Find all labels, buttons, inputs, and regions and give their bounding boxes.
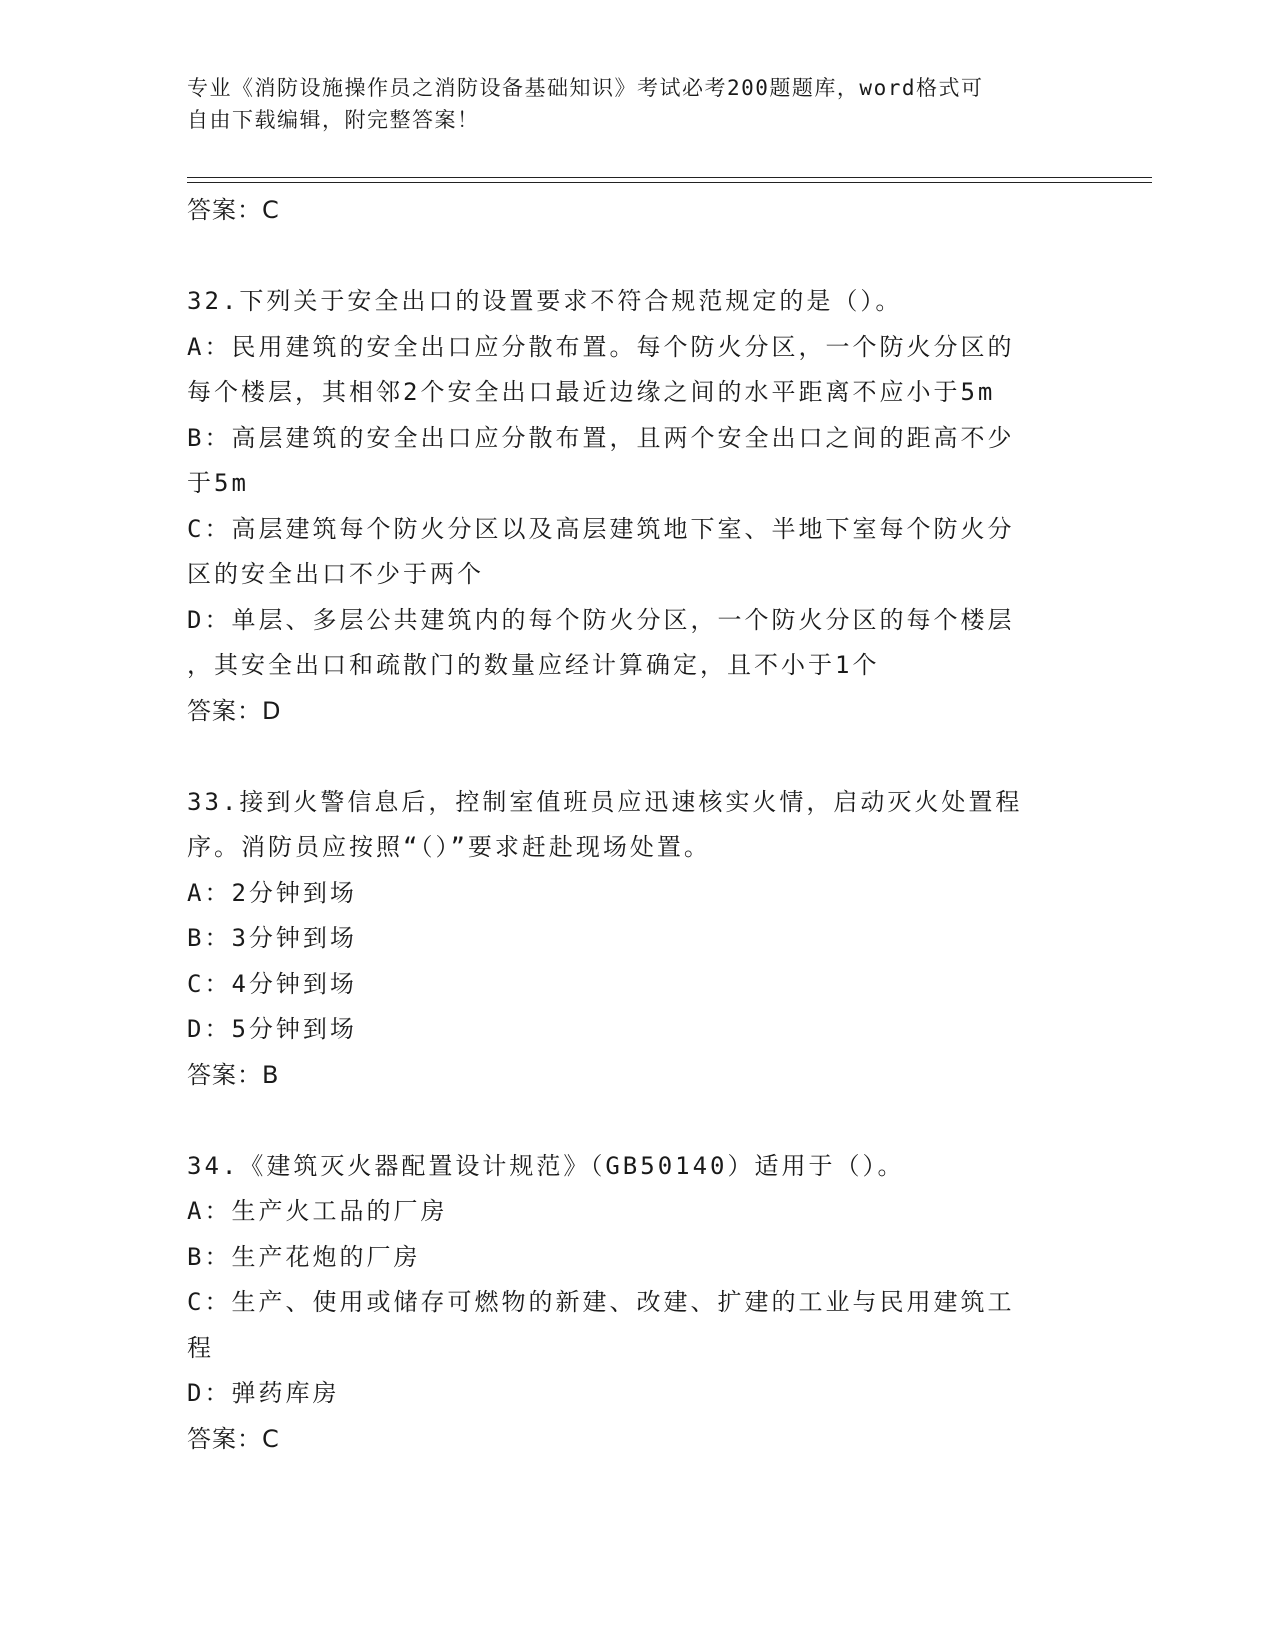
header-line-2: 自由下载编辑，附完整答案！ <box>187 108 480 132</box>
option-b: B：生产花炮的厂房 <box>187 1242 421 1271</box>
question-33 <box>187 780 1087 1099</box>
answer-line: 答案：B <box>187 1060 280 1089</box>
question-stem: 33.接到火警信息后，控制室值班员应迅速核实火情，启动灭火处置程 <box>187 787 1023 816</box>
option-c-cont: 程 <box>187 1333 214 1362</box>
option-a: A：生产火工品的厂房 <box>187 1197 448 1225</box>
question-stem: 34.《建筑灭火器配置设计规范》（GB50140）适用于（）。 <box>187 1151 905 1180</box>
option-d: D：5分钟到场 <box>187 1015 357 1043</box>
option-b: B：3分钟到场 <box>187 924 357 952</box>
option-a: A：2分钟到场 <box>187 878 357 907</box>
option-c: C：高层建筑每个防火分区以及高层建筑地下室、半地下室每个防火分 <box>187 514 1015 543</box>
option-d: D：弹药库房 <box>187 1379 340 1407</box>
option-b: B：高层建筑的安全出口应分散布置，且两个安全出口之间的距高不少 <box>187 423 1015 452</box>
option-d-cont: ，其安全出口和疏散门的数量应经计算确定，且不小于1个 <box>187 651 880 679</box>
answer-line: 答案：C <box>187 1424 280 1453</box>
spacer <box>187 234 1087 280</box>
option-c-cont: 区的安全出口不少于两个 <box>187 560 484 588</box>
option-c: C：生产、使用或储存可燃物的新建、改建、扩建的工业与民用建筑工 <box>187 1288 1015 1316</box>
question-34 <box>187 1144 1087 1463</box>
document-header <box>187 72 1067 136</box>
spacer <box>187 734 1087 780</box>
question-32 <box>187 279 1087 734</box>
option-d: D：单层、多层公共建筑内的每个防火分区，一个防火分区的每个楼层 <box>187 605 1015 634</box>
spacer <box>187 1098 1087 1144</box>
answer-line: 答案：D <box>187 696 282 725</box>
option-a-cont: 每个楼层，其相邻2个安全出口最近边缘之间的水平距离不应小于5m <box>187 378 996 406</box>
option-c: C：4分钟到场 <box>187 969 357 998</box>
question-content <box>187 188 1087 1462</box>
answer-line: 答案：C <box>187 196 280 224</box>
option-b-cont: 于5m <box>187 469 249 497</box>
question-stem: 32.下列关于安全出口的设置要求不符合规范规定的是（）。 <box>187 287 903 315</box>
option-a: A：民用建筑的安全出口应分散布置。每个防火分区，一个防火分区的 <box>187 332 1015 361</box>
header-line-1: 专业《消防设施操作员之消防设备基础知识》考试必考200题题库，word格式可 <box>187 76 984 100</box>
header-rule-bottom <box>187 182 1152 183</box>
header-rule-top <box>187 177 1152 178</box>
question-stem-cont: 序。消防员应按照“（）”要求赶赴现场处置。 <box>187 833 711 861</box>
